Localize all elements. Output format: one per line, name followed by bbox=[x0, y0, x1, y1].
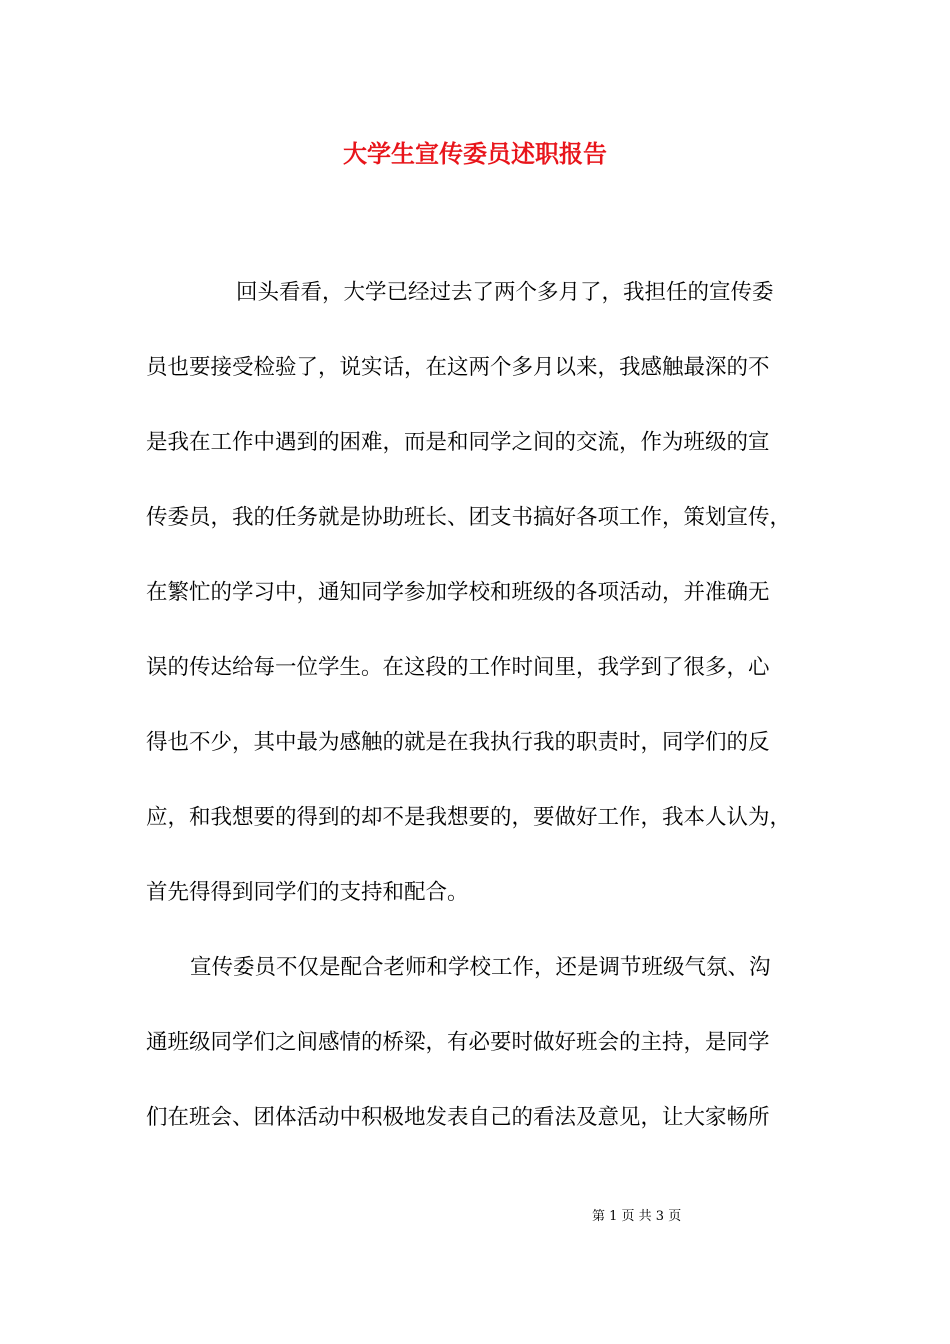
paragraph-line: 传委员，我的任务就是协助班长、团支书搞好各项工作，策划宣传， bbox=[146, 505, 792, 530]
page-number-footer: 第 1 页 共 3 页 bbox=[592, 1209, 682, 1224]
paragraph-line: 在繁忙的学习中，通知同学参加学校和班级的各项活动，并准确无 bbox=[146, 580, 770, 605]
paragraph-line: 员也要接受检验了，说实话，在这两个多月以来，我感触最深的不 bbox=[146, 355, 770, 380]
document-title: 大学生宣传委员述职报告 bbox=[343, 139, 607, 168]
paragraph-line: 得也不少，其中最为感触的就是在我执行我的职责时，同学们的反 bbox=[146, 730, 770, 755]
paragraph-line: 宣传委员不仅是配合老师和学校工作，还是调节班级气氛、沟 bbox=[190, 955, 771, 980]
paragraph-line: 是我在工作中遇到的困难，而是和同学之间的交流，作为班级的宣 bbox=[146, 430, 770, 455]
paragraph-line: 首先得得到同学们的支持和配合。 bbox=[146, 880, 469, 905]
paragraph-line: 回头看看，大学已经过去了两个多月了，我担任的宣传委 bbox=[236, 280, 774, 305]
paragraph-line: 应，和我想要的得到的却不是我想要的，要做好工作，我本人认为， bbox=[146, 805, 792, 830]
paragraph-line: 通班级同学们之间感情的桥梁，有必要时做好班会的主持，是同学 bbox=[146, 1030, 770, 1055]
paragraph-line: 误的传达给每一位学生。在这段的工作时间里，我学到了很多，心 bbox=[146, 655, 770, 680]
paragraph-line: 们在班会、团体活动中积极地发表自己的看法及意见，让大家畅所 bbox=[146, 1105, 770, 1130]
